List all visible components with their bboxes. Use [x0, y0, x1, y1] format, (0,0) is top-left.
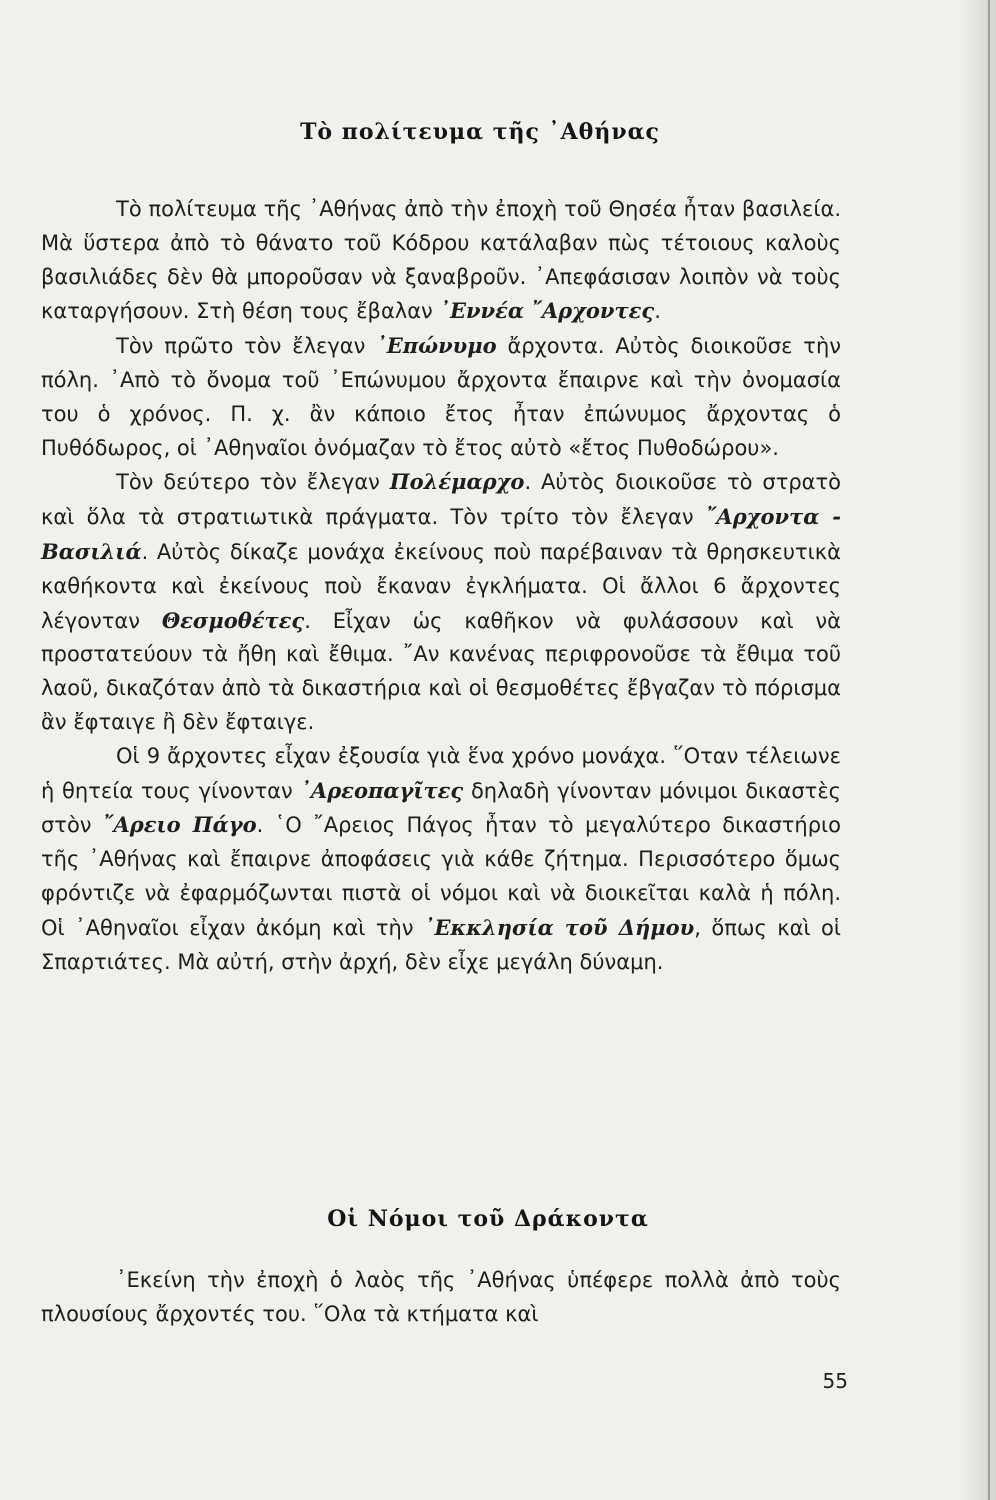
term-archon-basileus: ῎Αρχοντα - Βασιλιά — [41, 504, 842, 564]
text-run: Τὸ πολίτευμα τῆς ᾿Αθήνας ἀπὸ τὴν ἐποχὴ τοῦ Θησέα ἦταν βασιλεία. Μὰ ὕστερα ἀπὸ τὸ θάνατο τοῦ Κόδρου κατάλαβαν πὼς τέτοιους καλοὺς βασιλιάδες δὲν θὰ μποροῦσαν νὰ ξαναβροῦν. ᾿Απεφάσισαν λοιπὸν νὰ τοὺς καταργήσουν. Στὴ θέση τους ἔβαλαν — [41, 197, 841, 324]
paragraph — [41, 740, 841, 980]
text-run: ᾿Εκείνη τὴν ἐποχὴ ὁ λαὸς τῆς ᾿Αθήνας ὑπέφερε πολλὰ ἀπὸ τοὺς πλουσίους ἄρχοντές του. ῞Ολα τὰ κτήματα καὶ — [41, 1268, 841, 1326]
page-edge-shadow — [956, 0, 996, 1500]
paragraph — [41, 193, 841, 329]
text-run: . Αὐτὸς δίκαζε μονάχα ἐκείνους ποὺ παρέβαιναν τὰ θρησκευτικὰ καθήκοντα καὶ ἐκείνους ποὺ ἔκαναν ἐγκλήματα. Οἱ ἄλλοι 6 ἄρχοντες λέγονταν — [41, 539, 841, 633]
term-nine-archons: ᾿Εννέα ῎Αρχοντες — [439, 298, 655, 324]
term-eponymous: ᾿Επώνυμο — [376, 333, 497, 359]
term-ecclesia: ᾿Εκκλησία τοῦ Δήμου — [424, 914, 695, 940]
term-areopagites: ᾿Αρεοπαγῖτες — [300, 777, 464, 803]
section-body-draco-laws — [41, 1264, 841, 1332]
section-body-athenian-polity — [41, 193, 841, 979]
text-run: . Αὐτὸς διοικοῦσε τὸ στρατὸ καὶ ὅλα τὰ στρατιωτικὰ πράγματα. Τὸν τρίτο τὸν ἔλεγαν — [41, 470, 841, 530]
text-run: . Εἶχαν ὡς καθῆκον νὰ φυλάσσουν καὶ νὰ προστατεύουν τὰ ἤθη καὶ ἔθιμα. ῎Αν κανένας περιφρονοῦσε τὰ ἔθιμα τοῦ λαοῦ, δικαζόταν ἀπὸ τὰ δικαστήρια καὶ οἱ θεσμοθέτες ἔβγαζαν τὸ πόρισμα ἂν ἔφταιγε ἢ δὲν ἔφταιγε. — [41, 608, 841, 734]
text-run: Τὸν δεύτερο τὸν ἔλεγαν — [116, 470, 390, 495]
page-number: 55 — [822, 1369, 848, 1393]
text-run: δηλαδὴ γίνονταν μόνιμοι δικαστὲς στὸν — [41, 778, 841, 838]
text-run: ἄρχοντα. Αὐτὸς διοικοῦσε τὴν πόλη. ᾿Απὸ τὸ ὄνομα τοῦ ᾿Επώνυμου ἄρχοντα ἔπαιρνε καὶ τὴν ὀνομασία του ὁ χρόνος. Π. χ. ἂν κάποιο ἔτος ἦταν ἐπώνυμος ἄρχοντας ὁ Πυθόδωρος, οἱ ᾿Αθηναῖοι ὀνόμαζαν τὸ ἔτος αὐτὸ «ἔτος Πυθοδώρου». — [41, 334, 841, 460]
text-run: Οἱ 9 ἄρχοντες εἶχαν ἐξουσία γιὰ ἕνα χρόνο μονάχα. ῞Οταν τέλειωνε ἡ θητεία τους γίνονταν — [41, 743, 841, 803]
text-run: . ῾Ο ῎Αρειος Πάγος ἦταν τὸ μεγαλύτερο δικαστήριο τῆς ᾿Αθήνας καὶ ἔπαιρνε ἀποφάσεις γιὰ κάθε ζήτημα. Περισσότερο ὅμως φρόντιζε νὰ ἐφαρμόζωνται πιστὰ οἱ νόμοι καὶ νὰ διοικεῖται καλὰ ἡ πόλη. Οἱ ᾿Αθηναῖοι εἶχαν ἀκόμη καὶ τὴν — [41, 813, 841, 940]
text-run: . — [654, 299, 661, 324]
term-areopagus: ῎Αρειο Πάγο — [102, 812, 257, 838]
text-run: Τὸν πρῶτο τὸν ἔλεγαν — [116, 334, 377, 359]
page-edge-line — [988, 0, 990, 1500]
section-title-draco-laws: Οἱ Νόμοι τοῦ Δράκοντα — [327, 1206, 649, 1232]
paragraph — [41, 465, 841, 739]
text-run: , ὅπως καὶ οἱ Σπαρτιάτες. Μὰ αὐτή, στὴν ἀρχή, δὲν εἶχε μεγάλη δύναμη. — [41, 915, 841, 974]
section-title-athenian-polity: Τὸ πολίτευμα τῆς ᾿Αθήνας — [300, 119, 660, 145]
term-polemarch: Πολέμαρχο — [389, 469, 525, 495]
term-thesmothetes: Θεσμοθέτες — [161, 607, 305, 633]
paragraph — [41, 329, 841, 465]
paragraph — [41, 1264, 841, 1332]
